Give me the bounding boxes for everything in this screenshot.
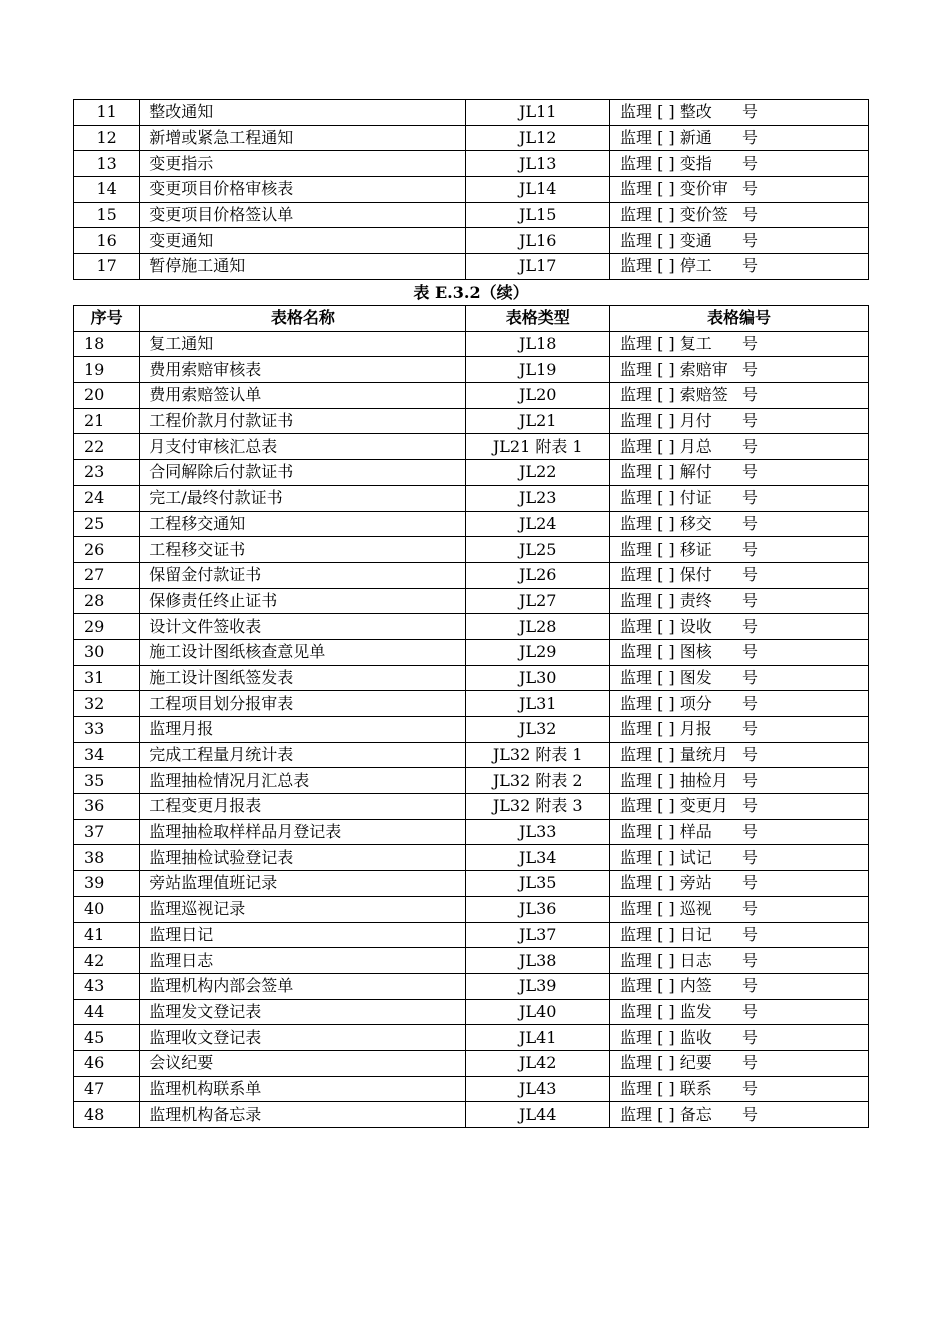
form-list-table: [73, 305, 869, 1128]
table-row: [74, 742, 869, 768]
row-form-code: [610, 460, 869, 486]
row-form-code: [610, 100, 869, 126]
row-form-code-suffix: 号: [742, 179, 759, 199]
row-form-type: JL41: [466, 1025, 610, 1051]
row-form-code-prefix: 监理 [ ] 索赔审: [620, 359, 728, 379]
row-form-code-suffix: 号: [742, 256, 759, 276]
table-row: [74, 999, 869, 1025]
row-form-name: 监理机构备忘录: [140, 1102, 466, 1128]
row-form-type: JL37: [466, 922, 610, 948]
row-form-code-prefix: 监理 [ ] 监发: [620, 1001, 712, 1021]
table-row: [74, 177, 869, 203]
row-form-code: [610, 357, 869, 383]
row-form-code-prefix: 监理 [ ] 图发: [620, 667, 712, 687]
row-form-code-suffix: 号: [742, 334, 759, 354]
row-form-name: 监理月报: [140, 717, 466, 743]
table-row: [74, 1102, 869, 1128]
row-form-name: 变更项目价格审核表: [140, 177, 466, 203]
row-no: 46: [74, 1050, 140, 1076]
row-form-code: [610, 151, 869, 177]
row-no: 38: [74, 845, 140, 871]
row-form-name: 旁站监理值班记录: [140, 871, 466, 897]
row-form-code-suffix: 号: [742, 950, 759, 970]
row-form-code-suffix: 号: [742, 796, 759, 816]
row-form-code: [610, 511, 869, 537]
row-form-name: 监理抽检取样样品月登记表: [140, 819, 466, 845]
row-form-code: [610, 434, 869, 460]
table-row: [74, 434, 869, 460]
table-row: [74, 794, 869, 820]
row-form-code-prefix: 监理 [ ] 项分: [620, 693, 712, 713]
row-form-code: [610, 408, 869, 434]
row-no: 40: [74, 896, 140, 922]
row-no: 13: [74, 151, 140, 177]
row-form-code: [610, 254, 869, 280]
table-row: [74, 383, 869, 409]
row-form-code-prefix: 监理 [ ] 纪要: [620, 1053, 712, 1073]
row-form-name: 整改通知: [140, 100, 466, 126]
row-form-name: 施工设计图纸签发表: [140, 665, 466, 691]
table-row: [74, 562, 869, 588]
table-row: [74, 1076, 869, 1102]
row-form-name: 监理抽检情况月汇总表: [140, 768, 466, 794]
row-form-name: 完成工程量月统计表: [140, 742, 466, 768]
row-form-code: [610, 562, 869, 588]
row-form-code: [610, 768, 869, 794]
row-form-code-prefix: 监理 [ ] 解付: [620, 462, 712, 482]
header-name: 表格名称: [140, 306, 466, 332]
row-form-code-prefix: 监理 [ ] 量统月: [620, 745, 728, 765]
row-form-code-suffix: 号: [742, 102, 759, 122]
row-form-code-suffix: 号: [742, 359, 759, 379]
row-form-code-suffix: 号: [742, 411, 759, 431]
row-no: 32: [74, 691, 140, 717]
row-no: 26: [74, 537, 140, 563]
row-form-code-suffix: 号: [742, 153, 759, 173]
row-form-code-prefix: 监理 [ ] 变价签: [620, 205, 728, 225]
row-form-code-prefix: 监理 [ ] 监收: [620, 1027, 712, 1047]
table-row: [74, 408, 869, 434]
row-form-code-suffix: 号: [742, 1027, 759, 1047]
row-no: 25: [74, 511, 140, 537]
row-form-type: JL21 附表 1: [466, 434, 610, 460]
row-form-code-suffix: 号: [742, 1001, 759, 1021]
row-form-type: JL35: [466, 871, 610, 897]
row-form-type: JL32 附表 1: [466, 742, 610, 768]
row-form-code-suffix: 号: [742, 899, 759, 919]
table-row: [74, 511, 869, 537]
row-form-code-prefix: 监理 [ ] 联系: [620, 1078, 712, 1098]
row-form-code-prefix: 监理 [ ] 日志: [620, 950, 712, 970]
table-row: [74, 871, 869, 897]
table-row: [74, 331, 869, 357]
row-form-code-prefix: 监理 [ ] 移证: [620, 539, 712, 559]
row-form-code: [610, 665, 869, 691]
row-form-name: 监理机构内部会签单: [140, 973, 466, 999]
row-form-code: [610, 973, 869, 999]
row-form-code-suffix: 号: [742, 128, 759, 148]
row-form-name: 变更项目价格签认单: [140, 202, 466, 228]
row-form-name: 暂停施工通知: [140, 254, 466, 280]
table-row: [74, 717, 869, 743]
row-no: 47: [74, 1076, 140, 1102]
row-form-code-suffix: 号: [742, 565, 759, 585]
row-form-type: JL24: [466, 511, 610, 537]
row-form-code-suffix: 号: [742, 436, 759, 456]
table-header-row: [74, 306, 869, 332]
row-form-type: JL16: [466, 228, 610, 254]
row-no: 35: [74, 768, 140, 794]
row-form-type: JL36: [466, 896, 610, 922]
table-row: [74, 485, 869, 511]
row-form-code: [610, 742, 869, 768]
row-form-name: 保留金付款证书: [140, 562, 466, 588]
row-form-code-prefix: 监理 [ ] 月总: [620, 436, 712, 456]
row-no: 29: [74, 614, 140, 640]
row-form-name: 监理收文登记表: [140, 1025, 466, 1051]
table-row: [74, 100, 869, 126]
row-form-code-suffix: 号: [742, 1078, 759, 1098]
row-no: 11: [74, 100, 140, 126]
row-form-type: JL11: [466, 100, 610, 126]
row-form-type: JL13: [466, 151, 610, 177]
row-form-type: JL32 附表 2: [466, 768, 610, 794]
row-form-code-prefix: 监理 [ ] 变更月: [620, 796, 728, 816]
table-row: [74, 151, 869, 177]
row-form-name: 监理日志: [140, 948, 466, 974]
row-form-type: JL25: [466, 537, 610, 563]
row-form-code-suffix: 号: [742, 924, 759, 944]
row-form-type: JL26: [466, 562, 610, 588]
row-form-code-prefix: 监理 [ ] 变指: [620, 153, 712, 173]
row-form-type: JL28: [466, 614, 610, 640]
row-form-code-suffix: 号: [742, 976, 759, 996]
table-row: [74, 588, 869, 614]
row-form-name: 会议纪要: [140, 1050, 466, 1076]
table-row: [74, 1025, 869, 1051]
header-type: 表格类型: [466, 306, 610, 332]
row-form-code: [610, 639, 869, 665]
row-form-code: [610, 202, 869, 228]
row-form-code: [610, 383, 869, 409]
row-no: 30: [74, 639, 140, 665]
row-no: 18: [74, 331, 140, 357]
row-form-code-prefix: 监理 [ ] 试记: [620, 847, 712, 867]
row-form-type: JL18: [466, 331, 610, 357]
row-form-code-prefix: 监理 [ ] 新通: [620, 128, 712, 148]
row-form-name: 费用索赔签认单: [140, 383, 466, 409]
row-form-name: 工程项目划分报审表: [140, 691, 466, 717]
row-form-type: JL38: [466, 948, 610, 974]
row-form-type: JL44: [466, 1102, 610, 1128]
row-no: 36: [74, 794, 140, 820]
row-form-code-suffix: 号: [742, 667, 759, 687]
row-no: 17: [74, 254, 140, 280]
row-form-type: JL17: [466, 254, 610, 280]
table-row: [74, 614, 869, 640]
row-form-type: JL34: [466, 845, 610, 871]
header-code: 表格编号: [610, 306, 869, 332]
table-body: [74, 331, 869, 1127]
row-form-name: 新增或紧急工程通知: [140, 125, 466, 151]
row-no: 12: [74, 125, 140, 151]
row-form-code-suffix: 号: [742, 230, 759, 250]
row-form-name: 工程移交证书: [140, 537, 466, 563]
row-no: 44: [74, 999, 140, 1025]
row-no: 31: [74, 665, 140, 691]
row-form-name: 监理发文登记表: [140, 999, 466, 1025]
row-no: 16: [74, 228, 140, 254]
row-form-type: JL32 附表 3: [466, 794, 610, 820]
row-form-code-prefix: 监理 [ ] 旁站: [620, 873, 712, 893]
table-row: [74, 665, 869, 691]
row-form-code: [610, 614, 869, 640]
row-form-code: [610, 819, 869, 845]
row-form-code-suffix: 号: [742, 1053, 759, 1073]
row-form-type: JL19: [466, 357, 610, 383]
row-form-code: [610, 845, 869, 871]
table-row: [74, 896, 869, 922]
table-row: [74, 228, 869, 254]
row-form-code: [610, 794, 869, 820]
row-form-code: [610, 125, 869, 151]
row-form-code-prefix: 监理 [ ] 停工: [620, 256, 712, 276]
row-form-code-prefix: 监理 [ ] 保付: [620, 565, 712, 585]
row-form-code: [610, 717, 869, 743]
row-no: 37: [74, 819, 140, 845]
row-form-name: 监理抽检试验登记表: [140, 845, 466, 871]
row-form-code: [610, 331, 869, 357]
row-form-code: [610, 1050, 869, 1076]
table-row: [74, 639, 869, 665]
table-row: [74, 202, 869, 228]
row-form-code: [610, 537, 869, 563]
row-form-type: JL27: [466, 588, 610, 614]
table-row: [74, 845, 869, 871]
row-form-code: [610, 177, 869, 203]
row-form-type: JL20: [466, 383, 610, 409]
row-no: 22: [74, 434, 140, 460]
table-caption: 表 E.3.2（续）: [413, 283, 529, 302]
table-body-top: [74, 100, 869, 280]
row-form-code-prefix: 监理 [ ] 月报: [620, 719, 712, 739]
form-list-table-continued-top: [73, 99, 869, 280]
table-row: [74, 691, 869, 717]
table-row: [74, 537, 869, 563]
row-form-name: 工程价款月付款证书: [140, 408, 466, 434]
row-no: 42: [74, 948, 140, 974]
row-form-code: [610, 485, 869, 511]
table-row: [74, 948, 869, 974]
table-row: [74, 460, 869, 486]
row-form-code-prefix: 监理 [ ] 复工: [620, 334, 712, 354]
row-no: 48: [74, 1102, 140, 1128]
row-form-type: JL21: [466, 408, 610, 434]
row-form-code-suffix: 号: [742, 693, 759, 713]
row-form-type: JL15: [466, 202, 610, 228]
row-form-name: 工程变更月报表: [140, 794, 466, 820]
row-form-code: [610, 999, 869, 1025]
header-no: 序号: [74, 306, 140, 332]
row-form-name: 合同解除后付款证书: [140, 460, 466, 486]
table-row: [74, 922, 869, 948]
row-form-name: 复工通知: [140, 331, 466, 357]
row-form-name: 工程移交通知: [140, 511, 466, 537]
table-row: [74, 357, 869, 383]
row-form-code-prefix: 监理 [ ] 图核: [620, 642, 712, 662]
row-no: 28: [74, 588, 140, 614]
row-no: 41: [74, 922, 140, 948]
row-form-code-suffix: 号: [742, 873, 759, 893]
row-form-code-suffix: 号: [742, 745, 759, 765]
row-no: 15: [74, 202, 140, 228]
row-form-type: JL33: [466, 819, 610, 845]
row-form-code-suffix: 号: [742, 462, 759, 482]
row-form-name: 设计文件签收表: [140, 614, 466, 640]
row-form-code-suffix: 号: [742, 847, 759, 867]
row-form-code-prefix: 监理 [ ] 变价审: [620, 179, 728, 199]
row-form-name: 监理日记: [140, 922, 466, 948]
row-form-code-suffix: 号: [742, 513, 759, 533]
table-row: [74, 1050, 869, 1076]
table-row: [74, 125, 869, 151]
table-row: [74, 768, 869, 794]
row-no: 20: [74, 383, 140, 409]
row-form-code-suffix: 号: [742, 642, 759, 662]
table-row: [74, 254, 869, 280]
row-form-type: JL22: [466, 460, 610, 486]
row-form-code-prefix: 监理 [ ] 设收: [620, 616, 712, 636]
row-form-name: 变更通知: [140, 228, 466, 254]
row-form-code-suffix: 号: [742, 590, 759, 610]
row-form-code-suffix: 号: [742, 1104, 759, 1124]
row-no: 23: [74, 460, 140, 486]
row-form-type: JL40: [466, 999, 610, 1025]
row-form-name: 监理巡视记录: [140, 896, 466, 922]
row-form-code-suffix: 号: [742, 488, 759, 508]
row-form-type: JL14: [466, 177, 610, 203]
row-form-code: [610, 691, 869, 717]
table-row: [74, 819, 869, 845]
row-form-type: JL12: [466, 125, 610, 151]
row-form-name: 月支付审核汇总表: [140, 434, 466, 460]
row-form-type: JL31: [466, 691, 610, 717]
row-form-code-prefix: 监理 [ ] 移交: [620, 513, 712, 533]
row-form-name: 施工设计图纸核查意见单: [140, 639, 466, 665]
row-form-type: JL23: [466, 485, 610, 511]
row-form-code-suffix: 号: [742, 719, 759, 739]
row-form-code-prefix: 监理 [ ] 样品: [620, 822, 712, 842]
row-form-code-prefix: 监理 [ ] 内签: [620, 976, 712, 996]
row-form-code-prefix: 监理 [ ] 日记: [620, 924, 712, 944]
row-no: 33: [74, 717, 140, 743]
row-form-code: [610, 1102, 869, 1128]
row-form-type: JL43: [466, 1076, 610, 1102]
row-form-type: JL32: [466, 717, 610, 743]
row-form-code: [610, 896, 869, 922]
row-form-code: [610, 1076, 869, 1102]
row-no: 21: [74, 408, 140, 434]
row-form-type: JL30: [466, 665, 610, 691]
row-form-type: JL29: [466, 639, 610, 665]
row-form-code-suffix: 号: [742, 205, 759, 225]
row-form-code: [610, 1025, 869, 1051]
row-form-code-suffix: 号: [742, 385, 759, 405]
row-form-code: [610, 871, 869, 897]
row-form-code-suffix: 号: [742, 770, 759, 790]
row-form-code-suffix: 号: [742, 539, 759, 559]
row-form-name: 监理机构联系单: [140, 1076, 466, 1102]
row-no: 27: [74, 562, 140, 588]
row-no: 39: [74, 871, 140, 897]
row-form-code-prefix: 监理 [ ] 抽检月: [620, 770, 728, 790]
row-form-code-prefix: 监理 [ ] 付证: [620, 488, 712, 508]
row-form-name: 费用索赔审核表: [140, 357, 466, 383]
row-form-code-prefix: 监理 [ ] 变通: [620, 230, 712, 250]
row-form-name: 变更指示: [140, 151, 466, 177]
row-no: 34: [74, 742, 140, 768]
row-form-code: [610, 922, 869, 948]
row-form-type: JL42: [466, 1050, 610, 1076]
row-form-code-prefix: 监理 [ ] 整改: [620, 102, 712, 122]
row-form-code-prefix: 监理 [ ] 月付: [620, 411, 712, 431]
row-form-code: [610, 948, 869, 974]
row-form-code-prefix: 监理 [ ] 索赔签: [620, 385, 728, 405]
row-no: 14: [74, 177, 140, 203]
row-form-code-prefix: 监理 [ ] 巡视: [620, 899, 712, 919]
row-no: 19: [74, 357, 140, 383]
row-form-code-suffix: 号: [742, 822, 759, 842]
row-form-type: JL39: [466, 973, 610, 999]
row-form-code: [610, 228, 869, 254]
row-form-code-suffix: 号: [742, 616, 759, 636]
row-no: 43: [74, 973, 140, 999]
row-form-code-prefix: 监理 [ ] 责终: [620, 590, 712, 610]
row-no: 45: [74, 1025, 140, 1051]
row-form-code-prefix: 监理 [ ] 备忘: [620, 1104, 712, 1124]
row-form-code: [610, 588, 869, 614]
table-row: [74, 973, 869, 999]
row-form-name: 保修责任终止证书: [140, 588, 466, 614]
row-form-name: 完工/最终付款证书: [140, 485, 466, 511]
row-no: 24: [74, 485, 140, 511]
